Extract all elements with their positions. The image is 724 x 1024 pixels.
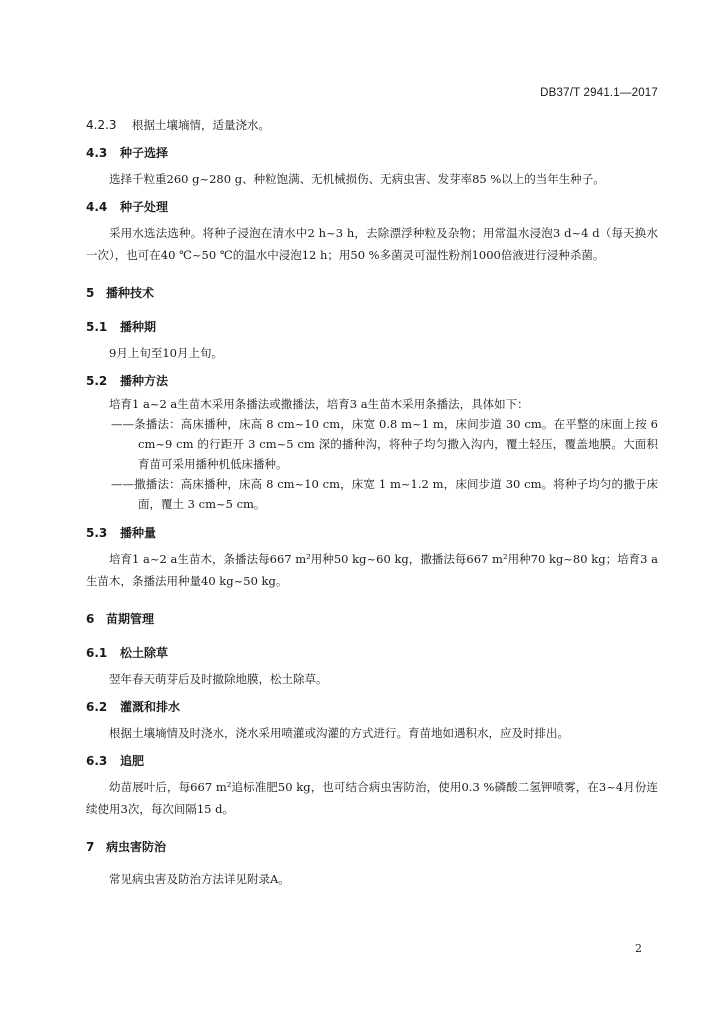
section-number: 4.4 (86, 200, 108, 214)
section-number: 5.1 (86, 320, 108, 334)
heading-6-2 (86, 698, 658, 716)
document-body (86, 116, 658, 890)
section-title: 追肥 (120, 754, 145, 768)
paragraph-6-1: 翌年春天萌芽后及时撤除地膜，松土除草。 (109, 672, 328, 686)
paragraph-5-3: 培育1 a~2 a生苗木，条播法每667 m²用种50 kg~60 kg，撒播法每667 m²用种70 kg~80 kg；培育3 a生苗木，条播法用种量40 kg~50 kg。 (86, 552, 658, 588)
section-title: 病虫害防治 (106, 840, 167, 854)
paragraph-6-3: 幼苗展叶后，每667 m²追标准肥50 kg，也可结合病虫害防治，使用0.3 %磷酸二氢钾喷雾，在3~4月份连续使用3次，每次间隔15 d。 (86, 780, 658, 816)
section-title: 灌溉和排水 (120, 700, 181, 714)
section-title: 播种技术 (106, 286, 155, 300)
section-number: 6.3 (86, 754, 108, 768)
heading-5 (86, 284, 658, 302)
paragraph-5-1: 9月上旬至10月上旬。 (109, 346, 223, 360)
document-id: DB37/T 2941.1—2017 (540, 87, 658, 99)
section-number: 4.3 (86, 146, 108, 160)
paragraph-5-2-intro: 培育1 a~2 a生苗木采用条播法或撒播法，培育3 a生苗木采用条播法，具体如下： (109, 397, 529, 411)
section-number: 5 (86, 286, 95, 300)
clause-text: 根据土壤墒情，适量浇水。 (132, 118, 270, 132)
list-item-broadcast-sowing: ——撒播法：高床播种，床高 8 cm~10 cm，床宽 1 m~1.2 m，床间步道 30 cm。将种子均匀的撒于床面，覆土 3 cm~5 cm。 (111, 477, 658, 511)
heading-5-1 (86, 318, 658, 336)
heading-5-2 (86, 372, 658, 390)
paragraph-7: 常见病虫害及防治方法详见附录A。 (109, 872, 290, 886)
section-title: 苗期管理 (106, 612, 155, 626)
heading-6 (86, 610, 658, 628)
paragraph-4-4: 采用水选法选种。将种子浸泡在清水中2 h~3 h，去除漂浮种粒及杂物；用常温水浸泡3 d~4 d（每天换水一次），也可在40 ℃~50 ℃的温水中浸泡12 h；用50 %多菌灵可湿性粉剂1000倍液进行浸种杀菌。 (86, 226, 658, 262)
section-title: 松土除草 (120, 646, 169, 660)
clause-number: 4.2.3 (86, 118, 117, 132)
section-title: 种子处理 (120, 200, 169, 214)
heading-7 (86, 838, 658, 856)
heading-4-3 (86, 144, 658, 162)
heading-6-1 (86, 644, 658, 662)
heading-5-3 (86, 524, 658, 542)
section-number: 6.1 (86, 646, 108, 660)
section-title: 播种期 (120, 320, 157, 334)
heading-6-3 (86, 752, 658, 770)
section-number: 6.2 (86, 700, 108, 714)
paragraph-6-2: 根据土壤墒情及时浇水，浇水采用喷灌或沟灌的方式进行。育苗地如遇积水，应及时排出。 (109, 726, 569, 740)
clause-4-2-3 (86, 116, 658, 134)
heading-4-4 (86, 198, 658, 216)
section-title: 播种量 (120, 526, 157, 540)
section-number: 7 (86, 840, 95, 854)
section-title: 播种方法 (120, 374, 169, 388)
section-number: 5.3 (86, 526, 108, 540)
section-title: 种子选择 (120, 146, 169, 160)
paragraph-4-3: 选择千粒重260 g~280 g、种粒饱满、无机械损伤、无病虫害、发芽率85 %以上的当年生种子。 (109, 172, 605, 186)
page-number: 2 (635, 942, 642, 955)
list-item-strip-sowing: ——条播法：高床播种，床高 8 cm~10 cm，床宽 0.8 m~1 m，床间步道 30 cm。在平整的床面上按 6 cm~9 cm 的行距开 3 cm~5 cm 深的播种沟，将种子均匀撒入沟内，覆土轻压，覆盖地膜。大面积育苗可采用播种机低床播种。 (111, 417, 658, 471)
section-number: 5.2 (86, 374, 108, 388)
section-number: 6 (86, 612, 95, 626)
